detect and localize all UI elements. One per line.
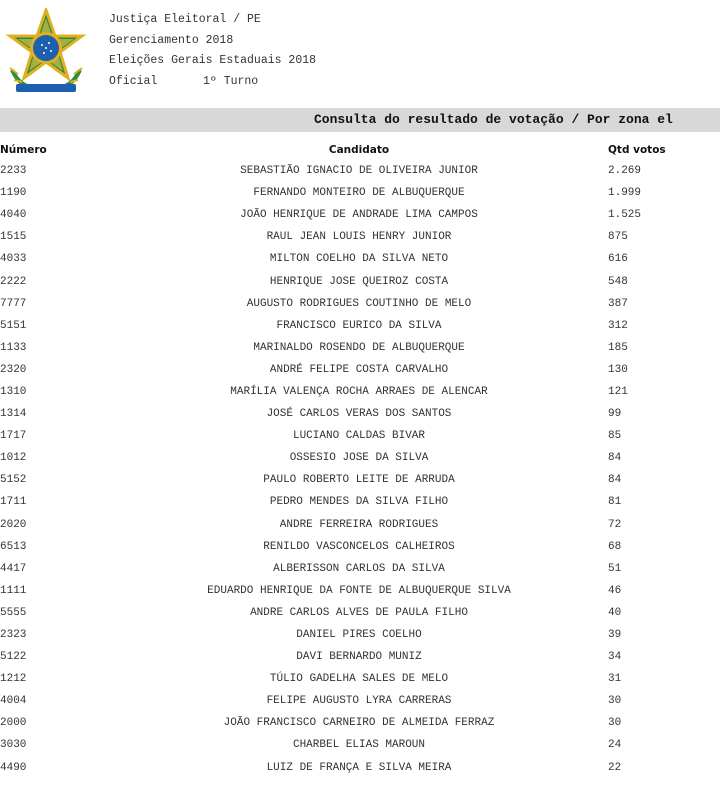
table-row [0,248,720,270]
column-header-votes: Qtd votos [608,144,666,156]
candidate-name: MARINALDO ROSENDO DE ALBUQUERQUE [253,341,465,354]
candidate-name: EDUARDO HENRIQUE DA FONTE DE ALBUQUERQUE SILVA [207,584,511,597]
table-row [0,447,720,469]
vote-count: 387 [608,297,628,310]
table-row [0,359,720,381]
table-row [0,712,720,734]
candidate-number: 4040 [0,209,27,222]
vote-count: 616 [608,253,628,266]
candidate-name: HENRIQUE JOSE QUEIROZ COSTA [269,275,449,288]
candidate-name: ANDRE CARLOS ALVES DE PAULA FILHO [250,606,468,619]
table-row [0,270,720,292]
page-header [0,0,720,104]
table-row [0,491,720,513]
candidate-name: LUIZ DE FRANÇA E SILVA MEIRA [266,761,452,774]
vote-count: 46 [608,584,622,597]
management-label: Gerenciamento 2018 [109,33,234,47]
table-row [0,558,720,580]
candidate-number: 4417 [0,562,27,575]
table-row [0,514,720,536]
candidate-name: OSSESIO JOSE DA SILVA [289,452,429,465]
vote-count: 185 [608,341,628,354]
candidate-number: 1111 [0,584,27,597]
candidate-name: JOÃO FRANCISCO CARNEIRO DE ALMEIDA FERRAZ [223,717,495,730]
table-row [0,381,720,403]
candidate-name: DANIEL PIRES COELHO [296,629,422,642]
candidate-number: 4490 [0,761,27,774]
candidate-number: 2320 [0,363,27,376]
column-header-candidate: Candidato [328,144,390,156]
candidate-name: PAULO ROBERTO LEITE DE ARRUDA [263,474,455,487]
vote-count: 34 [608,651,622,664]
vote-count: 121 [608,385,628,398]
candidate-name: LUCIANO CALDAS BIVAR [292,430,426,443]
candidate-number: 2233 [0,165,27,178]
candidate-name: FRANCISCO EURICO DA SILVA [276,319,442,332]
candidate-name: TÚLIO GADELHA SALES DE MELO [269,673,449,686]
candidate-name: FERNANDO MONTEIRO DE ALBUQUERQUE [253,187,465,200]
candidate-number: 7777 [0,297,27,310]
candidate-number: 5152 [0,474,27,487]
vote-count: 548 [608,275,628,288]
candidate-name: RAUL JEAN LOUIS HENRY JUNIOR [266,231,452,244]
candidate-name: RENILDO VASCONCELOS CALHEIROS [263,540,455,553]
vote-count: 85 [608,430,622,443]
candidate-name: AUGUSTO RODRIGUES COUTINHO DE MELO [246,297,472,310]
table-row [0,690,720,712]
table-row [0,425,720,447]
candidate-number: 6513 [0,540,27,553]
election-name: Eleições Gerais Estaduais 2018 [109,54,317,67]
candidate-name: ANDRE FERREIRA RODRIGUES [279,518,439,531]
vote-count: 72 [608,518,622,531]
candidate-name: ALBERISSON CARLOS DA SILVA [273,562,445,575]
table-row [0,469,720,491]
org-name: Justiça Eleitoral / PE [109,13,261,26]
table-row [0,646,720,668]
candidate-name: DAVI BERNARDO MUNIZ [296,651,422,664]
candidate-number: 1012 [0,452,27,465]
candidate-number: 5151 [0,319,27,332]
vote-count: 312 [608,319,628,332]
vote-count: 1.525 [608,209,642,222]
candidate-name: JOÃO HENRIQUE DE ANDRADE LIMA CAMPOS [240,209,478,222]
title-bar [0,108,720,132]
vote-count: 51 [608,562,622,575]
table-row [0,182,720,204]
vote-count: 130 [608,363,628,376]
table-row [0,403,720,425]
candidate-number: 1711 [0,496,27,509]
table-row [0,337,720,359]
table-row [0,315,720,337]
candidate-number: 3030 [0,739,27,752]
table-row [0,734,720,756]
table-row [0,160,720,182]
vote-count: 2.269 [608,165,642,178]
table-row [0,668,720,690]
table-row [0,624,720,646]
table-row [0,536,720,558]
candidate-number: 4004 [0,695,27,708]
table-row [0,757,720,779]
candidate-number: 5122 [0,651,27,664]
candidate-number: 5555 [0,606,27,619]
vote-count: 30 [608,717,622,730]
candidate-number: 1717 [0,430,27,443]
vote-count: 30 [608,695,622,708]
candidate-name: JOSÉ CARLOS VERAS DOS SANTOS [266,408,452,421]
candidate-number: 2323 [0,629,27,642]
vote-count: 84 [608,474,622,487]
candidate-number: 2222 [0,275,27,288]
candidate-name: MILTON COELHO DA SILVA NETO [269,253,449,266]
table-row [0,602,720,624]
candidate-name: CHARBEL ELIAS MAROUN [292,739,426,752]
status-label: Oficial [109,74,158,88]
vote-count: 31 [608,673,622,686]
vote-count: 84 [608,452,622,465]
table-row [0,204,720,226]
candidate-number: 1310 [0,385,27,398]
table-row [0,580,720,602]
results-table [0,140,720,779]
vote-count: 68 [608,540,622,553]
candidate-number: 1133 [0,341,27,354]
table-row [0,293,720,315]
vote-count: 39 [608,629,622,642]
candidate-name: SEBASTIÃO IGNACIO DE OLIVEIRA JUNIOR [240,165,478,178]
vote-count: 24 [608,739,622,752]
table-row [0,226,720,248]
candidate-name: ANDRÉ FELIPE COSTA CARVALHO [269,363,449,376]
candidate-number: 1212 [0,673,27,686]
candidate-number: 1515 [0,231,27,244]
vote-count: 81 [608,496,622,509]
vote-count: 875 [608,231,628,244]
vote-count: 1.999 [608,187,642,200]
candidate-name: MARÍLIA VALENÇA ROCHA ARRAES DE ALENCAR [230,385,488,398]
vote-count: 99 [608,408,622,421]
candidate-number: 1314 [0,408,27,421]
candidate-number: 1190 [0,187,27,200]
status-row [109,72,316,93]
candidate-name: FELIPE AUGUSTO LYRA CARRERAS [266,695,452,708]
page-title: Consulta do resultado de votação / Por zona el [314,112,673,127]
table-header-row [0,140,720,160]
turn-label: 1º Turno [203,74,259,88]
column-header-number: Número [0,144,47,156]
vote-count: 40 [608,606,622,619]
candidate-number: 2020 [0,518,27,531]
candidate-number: 4033 [0,253,27,266]
vote-count: 22 [608,761,622,774]
brazil-coat-of-arms-icon [4,8,88,96]
candidate-name: PEDRO MENDES DA SILVA FILHO [269,496,449,509]
candidate-number: 2000 [0,717,27,730]
